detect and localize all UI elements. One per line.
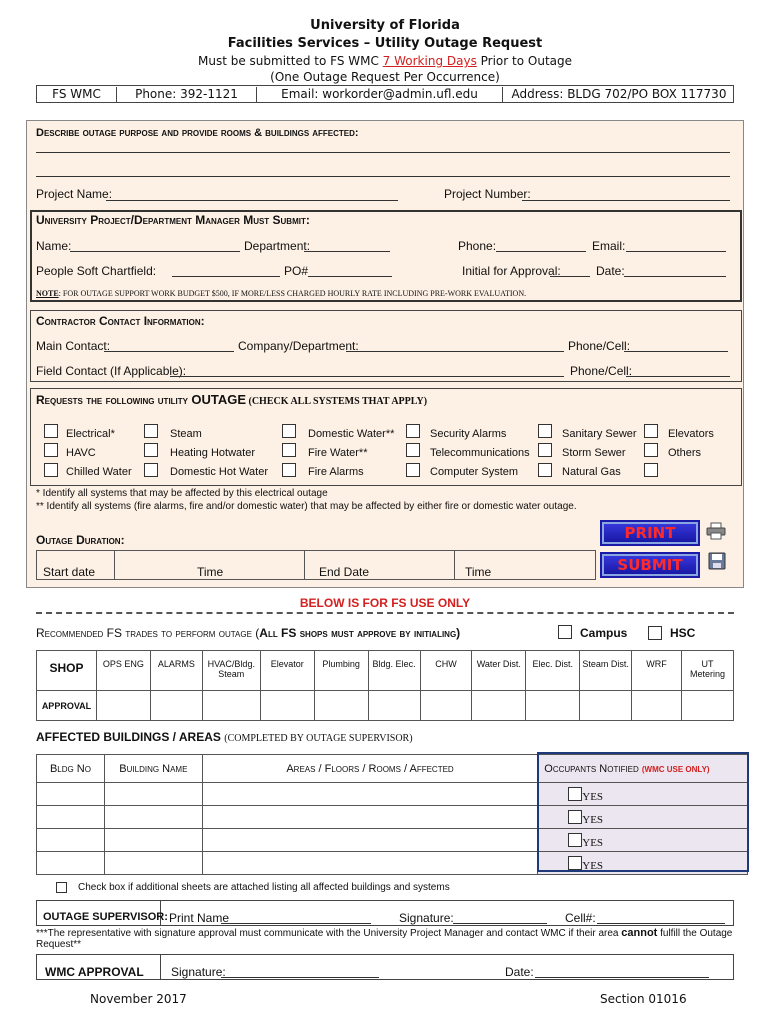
checkbox-sanitary-sewer[interactable] xyxy=(538,424,552,438)
department-title: Facilities Services – Utility Outage Request xyxy=(227,36,543,51)
areas-cell[interactable] xyxy=(202,783,537,806)
checkbox-campus[interactable] xyxy=(558,625,572,639)
areas-cell[interactable] xyxy=(202,829,537,852)
system-label: Fire Alarms xyxy=(308,466,364,478)
occupants-cell xyxy=(538,829,748,852)
bldg-no-cell[interactable] xyxy=(37,829,105,852)
approval-date-label: Date: xyxy=(596,264,625,278)
submit-button[interactable]: SUBMIT xyxy=(600,552,700,578)
checkbox-domestic-water[interactable] xyxy=(282,424,296,438)
footer-date: November 2017 xyxy=(90,992,187,1006)
system-label: Domestic Hot Water xyxy=(170,466,269,478)
main-contact-label: Main Contact: xyxy=(36,339,111,353)
approval-cell[interactable] xyxy=(202,691,260,721)
bldg-no-cell[interactable] xyxy=(37,806,105,829)
supervisor-signature-label: Signature: xyxy=(399,911,454,925)
trade-header: ALARMS xyxy=(150,651,202,691)
submit-deadline-line: Must be submitted to FS WMC 7 Working Days Prior to Outage xyxy=(198,54,572,68)
trade-header: OPS ENG xyxy=(96,651,150,691)
system-label: Sanitary Sewer xyxy=(562,428,637,440)
approval-initial-label: Initial for Approval: xyxy=(462,264,561,278)
describe-label: Describe outage purpose and provide rooms & buildings affected: xyxy=(36,127,359,139)
cell-field[interactable] xyxy=(597,923,725,924)
affected-title: AFFECTED BUILDINGS / AREAS (COMPLETED BY OUTAGE SUPERVISOR) xyxy=(36,730,413,744)
contractor-phone-field[interactable] xyxy=(624,351,728,352)
checkbox-telecommunications[interactable] xyxy=(406,443,420,457)
yes-label: YES xyxy=(582,837,604,849)
system-label: Electrical* xyxy=(66,428,115,440)
checkbox-security-alarms[interactable] xyxy=(406,424,420,438)
system-label: Others xyxy=(668,447,702,459)
company-field[interactable] xyxy=(346,351,564,352)
occupants-cell xyxy=(538,783,748,806)
project-name-label: Project Name: xyxy=(36,187,113,201)
university-title: University of Florida xyxy=(310,18,460,33)
checkbox-electrical[interactable] xyxy=(44,424,58,438)
printer-icon[interactable] xyxy=(706,522,726,540)
checkbox-chilled-water[interactable] xyxy=(44,463,58,477)
additional-sheets-label: Check box if additional sheets are attached listing all affected buildings and systems xyxy=(78,882,450,893)
trade-header: Steam Dist. xyxy=(580,651,632,691)
info-phone: Phone: 392-1121 xyxy=(117,87,257,103)
describe-line-2[interactable] xyxy=(36,176,730,177)
checkbox-heating-hotwater[interactable] xyxy=(144,443,158,457)
system-label: Computer System xyxy=(430,466,519,478)
recommended-trades-label: Recommended FS trades to perform outage (All FS shops must approve by initialing) xyxy=(36,626,461,640)
occupants-cell xyxy=(538,852,748,875)
trade-header: Plumbing xyxy=(314,651,368,691)
system-label: Telecommunications xyxy=(430,447,530,459)
company-label: Company/Department: xyxy=(238,339,359,353)
building-name-cell[interactable] xyxy=(104,829,202,852)
system-label: Elevators xyxy=(668,428,714,440)
systems-grid xyxy=(38,422,732,484)
trade-header: HVAC/Bldg. Steam xyxy=(202,651,260,691)
checkbox-havc[interactable] xyxy=(44,443,58,457)
trade-header: CHW xyxy=(420,651,472,691)
system-label: Heating Hotwater xyxy=(170,447,255,459)
wmc-date-label: Date: xyxy=(505,965,534,979)
approval-cell[interactable] xyxy=(580,691,632,721)
system-label: Steam xyxy=(170,428,202,440)
footnote-water: ** Identify all systems (fire alarms, fire and/or domestic water) that may be affected by either fire or domestic water outage. xyxy=(36,501,577,512)
po-label: PO# xyxy=(284,264,309,278)
checkbox-others[interactable] xyxy=(644,443,658,457)
col-occupants: Occupants Notified (WMC USE ONLY) xyxy=(538,755,748,783)
describe-line-1[interactable] xyxy=(36,152,730,153)
areas-cell[interactable] xyxy=(202,806,537,829)
cell-label: Cell#: xyxy=(565,911,596,925)
shop-header: SHOP xyxy=(37,651,97,691)
areas-cell[interactable] xyxy=(202,852,537,875)
affected-table xyxy=(36,754,748,875)
hsc-label: HSC xyxy=(670,626,696,640)
yes-label: YES xyxy=(582,791,604,803)
additional-sheets-checkbox[interactable] xyxy=(56,882,67,893)
manager-email-field[interactable] xyxy=(626,251,726,252)
duration-title: Outage Duration: xyxy=(36,533,125,547)
main-contact-field[interactable] xyxy=(104,351,234,352)
system-label: Security Alarms xyxy=(430,428,507,440)
footer-section: Section 01016 xyxy=(600,992,687,1006)
duration-row xyxy=(36,550,596,580)
checkbox-steam[interactable] xyxy=(144,424,158,438)
supervisor-label: OUTAGE SUPERVISOR: xyxy=(43,911,168,923)
manager-department-label: Department: xyxy=(244,239,311,253)
end-date-label: End Date xyxy=(319,565,370,579)
checkbox-elevators[interactable] xyxy=(644,424,658,438)
working-days-link[interactable]: 7 Working Days xyxy=(382,54,477,68)
systems-title: Requests the following utility OUTAGE (CHECK ALL SYSTEMS THAT APPLY) xyxy=(36,392,428,407)
wmc-approval-row xyxy=(36,954,734,980)
campus-label: Campus xyxy=(580,626,628,640)
field-contact-phone-label: Phone/Cell: xyxy=(570,364,633,378)
wmc-signature-label: Signature: xyxy=(171,965,226,979)
info-fs-wmc: FS WMC xyxy=(37,87,117,103)
info-address: Address: BLDG 702/PO BOX 117730 xyxy=(511,87,727,101)
checkbox-natural-gas[interactable] xyxy=(538,463,552,477)
checkbox-computer-system[interactable] xyxy=(406,463,420,477)
supervisor-signature-field[interactable] xyxy=(453,923,547,924)
col-building-name: Building Name xyxy=(104,755,202,783)
system-label: Natural Gas xyxy=(562,466,621,478)
end-time-label: Time xyxy=(465,565,492,579)
project-number-field[interactable] xyxy=(522,200,730,201)
trade-header: Water Dist. xyxy=(472,651,526,691)
approval-cell[interactable] xyxy=(472,691,526,721)
approval-cell[interactable] xyxy=(420,691,472,721)
occupants-yes-checkbox[interactable] xyxy=(568,833,582,847)
approval-initial-field[interactable] xyxy=(550,276,590,277)
print-button[interactable]: PRINT xyxy=(600,520,700,546)
manager-department-field[interactable] xyxy=(304,251,390,252)
manager-name-field[interactable] xyxy=(70,251,240,252)
one-request-note: (One Outage Request Per Occurrence) xyxy=(270,70,500,84)
approval-cell[interactable] xyxy=(150,691,202,721)
trade-header: UT Metering xyxy=(681,651,733,691)
checkbox-domestic-hot-water[interactable] xyxy=(144,463,158,477)
occupants-cell xyxy=(538,806,748,829)
chartfield-field[interactable] xyxy=(172,276,280,277)
approval-cell[interactable] xyxy=(314,691,368,721)
print-name-field[interactable] xyxy=(221,923,371,924)
dashed-divider xyxy=(36,612,734,614)
manager-title: University Project/Department Manager Must Submit: xyxy=(36,213,310,227)
print-name-label: Print Name xyxy=(169,911,230,925)
wmc-date-field[interactable] xyxy=(535,977,709,978)
chartfield-label: People Soft Chartfield: xyxy=(36,264,157,278)
manager-phone-field[interactable] xyxy=(496,251,586,252)
system-label: Fire Water** xyxy=(308,447,368,459)
wmc-signature-field[interactable] xyxy=(221,977,379,978)
start-time-label: Time xyxy=(197,565,224,579)
wmc-approval-label: WMC APPROVAL xyxy=(45,965,144,979)
bldg-no-cell[interactable] xyxy=(37,783,105,806)
system-label: HAVC xyxy=(66,447,96,459)
approval-cell[interactable] xyxy=(632,691,682,721)
checkbox-fire-alarms[interactable] xyxy=(282,463,296,477)
checkbox-hsc[interactable] xyxy=(648,626,662,640)
approval-cell[interactable] xyxy=(526,691,580,721)
col-areas: Areas / Floors / Rooms / Affected xyxy=(202,755,537,783)
system-label: Storm Sewer xyxy=(562,447,626,459)
trade-header: Bldg. Elec. xyxy=(368,651,420,691)
approval-cell[interactable] xyxy=(96,691,150,721)
fs-use-banner: BELOW IS FOR FS USE ONLY xyxy=(299,596,471,610)
checkbox-fire-water[interactable] xyxy=(282,443,296,457)
building-name-cell[interactable] xyxy=(104,806,202,829)
trade-header: WRF xyxy=(632,651,682,691)
field-contact-label: Field Contact (If Applicable): xyxy=(36,364,187,378)
project-name-field[interactable] xyxy=(106,200,398,201)
trade-header: Elec. Dist. xyxy=(526,651,580,691)
bldg-no-cell[interactable] xyxy=(37,852,105,875)
shop-table xyxy=(36,650,734,721)
checkbox-blank[interactable] xyxy=(644,463,658,477)
occupants-yes-checkbox[interactable] xyxy=(568,787,582,801)
col-bldg-no: Bldg No xyxy=(37,755,105,783)
project-number-label: Project Number: xyxy=(444,187,531,201)
building-name-cell[interactable] xyxy=(104,783,202,806)
po-field[interactable] xyxy=(308,276,392,277)
occupants-yes-checkbox[interactable] xyxy=(568,856,582,870)
occupants-yes-checkbox[interactable] xyxy=(568,810,582,824)
contact-info-row xyxy=(36,85,734,103)
info-email[interactable]: Email: workorder@admin.ufl.edu xyxy=(257,87,503,103)
building-name-cell[interactable] xyxy=(104,852,202,875)
approval-cell[interactable] xyxy=(260,691,314,721)
contractor-phone-label: Phone/Cell: xyxy=(568,339,631,353)
footnote-electrical: * Identify all systems that may be affected by this electrical outage xyxy=(36,488,328,499)
checkbox-storm-sewer[interactable] xyxy=(538,443,552,457)
approval-cell[interactable] xyxy=(368,691,420,721)
yes-label: YES xyxy=(582,860,604,872)
contractor-title: Contractor Contact Information: xyxy=(36,314,205,328)
manager-phone-label: Phone: xyxy=(458,239,497,253)
system-label: Domestic Water** xyxy=(308,428,395,440)
approval-date-field[interactable] xyxy=(624,276,726,277)
approval-row-label: APPROVAL xyxy=(37,691,97,721)
start-date-label: Start date xyxy=(43,565,96,579)
approval-cell[interactable] xyxy=(681,691,733,721)
field-contact-field[interactable] xyxy=(170,376,564,377)
save-icon[interactable] xyxy=(708,552,726,570)
representative-note: ***The representative with signature approval must communicate with the University Project Manager and contact WMC if their area cannot fulfill the Outage Request** xyxy=(36,927,733,950)
manager-email-label: Email: xyxy=(592,239,626,253)
budget-note: NOTE: FOR OUTAGE SUPPORT WORK BUDGET $500, IF MORE/LESS CHARGED HOURLY RATE INCLUDING PRE-WORK EVALUATION. xyxy=(36,289,527,298)
field-contact-phone-field[interactable] xyxy=(626,376,730,377)
supervisor-row xyxy=(36,900,734,926)
yes-label: YES xyxy=(582,814,604,826)
trade-header: Elevator xyxy=(260,651,314,691)
manager-name-label: Name: xyxy=(36,239,72,253)
system-label: Chilled Water xyxy=(66,466,132,478)
